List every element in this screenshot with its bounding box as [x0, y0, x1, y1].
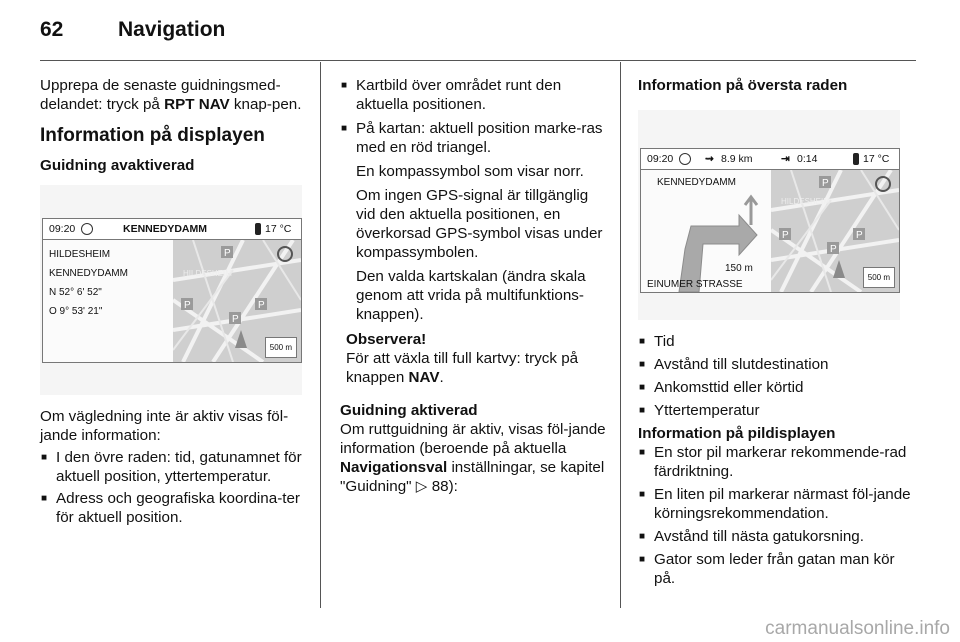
svg-text:P: P: [258, 300, 265, 311]
column-divider-1: [320, 62, 321, 608]
column-2: [340, 76, 608, 496]
address-block: [49, 245, 128, 321]
note-title: Observera!: [346, 331, 427, 348]
list-item: ■ Tid: [638, 332, 916, 351]
street-line: KENNEDYDAMM: [49, 268, 128, 279]
time-readout: 09:20: [49, 223, 76, 235]
display-screen: [42, 218, 302, 363]
latitude-line: N 52° 6' 52": [49, 287, 102, 298]
scale-paragraph: Den valda kartskalan (ändra skala genom att vrida på multifunktions-knappen).: [356, 268, 586, 323]
temperature-readout: 17 °C: [265, 223, 292, 235]
intro-paragraph: Upprepa de senaste guidningsmed-delandet: tryck på RPT NAV knap-pen.: [40, 77, 302, 113]
map-scale: 500 m: [863, 267, 895, 288]
svg-text:P: P: [184, 300, 191, 311]
column-3: [638, 76, 916, 588]
gps-icon: [679, 153, 691, 165]
list-item: ■ På kartan: aktuell position marke-ras med en röd triangel.: [340, 119, 608, 157]
svg-text:P: P: [856, 230, 863, 241]
time-readout: 09:20: [647, 153, 674, 165]
street-readout: KENNEDYDAMM: [123, 223, 207, 235]
current-street: KENNEDYDAMM: [657, 177, 736, 188]
list-item: ■ Adress och geografiska koordina-ter för aktuell position.: [40, 489, 308, 527]
temperature-readout: 17 °C: [863, 153, 890, 165]
map-city-label: HILDESHEIM: [781, 197, 830, 206]
list-item: ■ En stor pil markerar rekommende-rad färdriktning.: [638, 443, 916, 481]
header-rule: [40, 60, 916, 61]
guidance-display-screen: [640, 148, 900, 293]
note-text: För att växla till full kartvy: tryck på knappen NAV.: [346, 350, 579, 386]
svg-text:P: P: [830, 244, 837, 255]
svg-text:P: P: [782, 230, 789, 241]
gps-icon: [81, 223, 93, 235]
map-city-label: HILDESHEIM: [183, 269, 232, 278]
longitude-line: O 9° 53' 21": [49, 306, 103, 317]
top-row-title: Information på översta raden: [638, 77, 848, 94]
arrow-display-subheading: Information på pildisplayen: [638, 425, 836, 442]
compass-paragraph: En kompassymbol som visar norr.: [356, 163, 584, 180]
list-item: ■ Ankomsttid eller körtid: [638, 378, 916, 397]
list-item: ■ Avstånd till slutdestination: [638, 355, 916, 374]
svg-text:P: P: [232, 314, 239, 325]
turn-distance: 150 m: [725, 263, 753, 274]
map-view: [173, 240, 301, 362]
page-header: [40, 18, 225, 42]
guidance-paragraph: Om ruttguidning är aktiv, visas föl-jande information (beroende på aktuella Navigationsval inställningar, se kapitel "Guidning" ▷ 88):: [340, 421, 606, 495]
figure-guidance-off: [40, 185, 302, 395]
guidance-top-bar: [641, 149, 899, 170]
subheading-guidance-on: Guidning aktiverad: [340, 402, 478, 419]
arrival-arrow-icon: ⇥: [781, 153, 790, 165]
list-item: ■ Avstånd till nästa gatukorsning.: [638, 527, 916, 546]
city-line: HILDESHEIM: [49, 249, 111, 260]
distance-readout: 8.9 km: [721, 153, 753, 165]
page-number: 62: [40, 18, 64, 41]
list-item: ■ Yttertemperatur: [638, 401, 916, 420]
list-item: ■ Kartbild över området runt den aktuella positionen.: [340, 76, 608, 114]
thermometer-icon: [255, 223, 261, 235]
watermark: carmanualsonline.info: [765, 618, 950, 639]
eta-readout: 0:14: [797, 153, 818, 165]
page-title: Navigation: [118, 18, 226, 41]
svg-text:P: P: [224, 248, 231, 259]
destination-flag-icon: ⇝: [705, 153, 714, 165]
list-item: ■ Gator som leder från gatan man kör på.: [638, 550, 916, 588]
figure-guidance-on: [638, 110, 900, 320]
page-reference-icon: ▷: [415, 478, 428, 495]
svg-text:P: P: [822, 178, 829, 189]
section-title: Information på displayen: [40, 125, 265, 146]
thermometer-icon: [853, 153, 859, 165]
top-row-list: [638, 332, 916, 420]
map-view: [771, 170, 899, 292]
column-divider-2: [620, 62, 621, 608]
subheading-guidance-off: Guidning avaktiverad: [40, 157, 195, 174]
display-top-bar: [43, 219, 301, 240]
gps-paragraph: Om ingen GPS-signal är tillgänglig vid den aktuella positionen, en överkorsad GPS-symbol visas under kompassymbolen.: [356, 187, 603, 261]
next-street: EINUMER STRASSE: [647, 279, 743, 290]
list-item: ■ En liten pil markerar närmast föl-jande körningsrekommendation.: [638, 485, 916, 523]
info-paragraph: Om vägledning inte är aktiv visas föl-jande information:: [40, 408, 289, 444]
map-scale: 500 m: [265, 337, 297, 358]
column-1: [40, 76, 308, 527]
list-item: ■ I den övre raden: tid, gatunamnet för aktuell position, yttertemperatur.: [40, 448, 308, 486]
